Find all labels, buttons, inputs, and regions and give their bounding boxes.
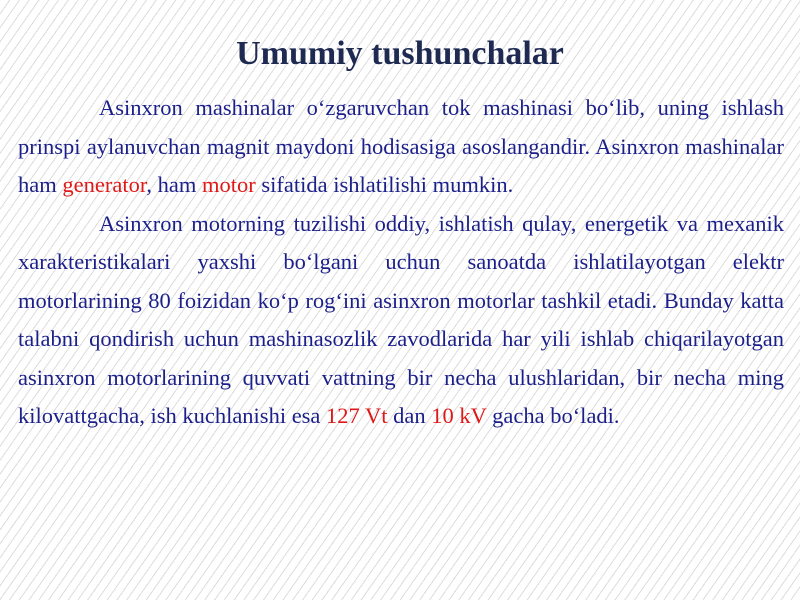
highlight-generator: generator [62,172,147,197]
paragraph-2-text-a: Asinxron motorning tuzilishi oddiy, ishlatish qulay, energetik va mexanik xarakteristikalari yaxshi bo‘lgani uchun sanoatda ishlatilayotgan elektr motorlarining 80 foizidan ko‘p rog‘ini asinxron motorlar tashkil etadi. Bunday katta talabni qondirish uchun mashinasozlik zavodlarida har yili ishlab chiqarilayotgan asinxron motorlarining quvvati vattning bir necha ulushlaridan, bir necha ming kilovattgacha, ish kuchlanishi esa [18,210,784,428]
highlight-motor: motor [202,172,256,197]
slide-body [18,89,784,436]
paragraph-2-text-c: gacha bo‘ladi. [486,403,620,428]
paragraph-1 [18,89,784,205]
slide-title: Umumiy tushunchalar [236,35,564,72]
paragraph-1-text-a: Asinxron mashinalar o‘zgaruvchan tok mashinasi bo‘lib, uning ishlash prinspi aylanuvchan magnit maydoni hodisasiga asoslangandir. Asinxron mashinalar ham [18,95,784,197]
paragraph-2-text-b: dan [387,403,432,428]
paragraph-1-text-b: , ham [146,172,203,197]
highlight-10-kv: 10 kV [431,403,487,428]
paragraph-1-text-c: sifatida ishlatilishi mumkin. [255,172,514,197]
highlight-127-vt: 127 Vt [326,403,388,428]
paragraph-2 [18,205,784,436]
